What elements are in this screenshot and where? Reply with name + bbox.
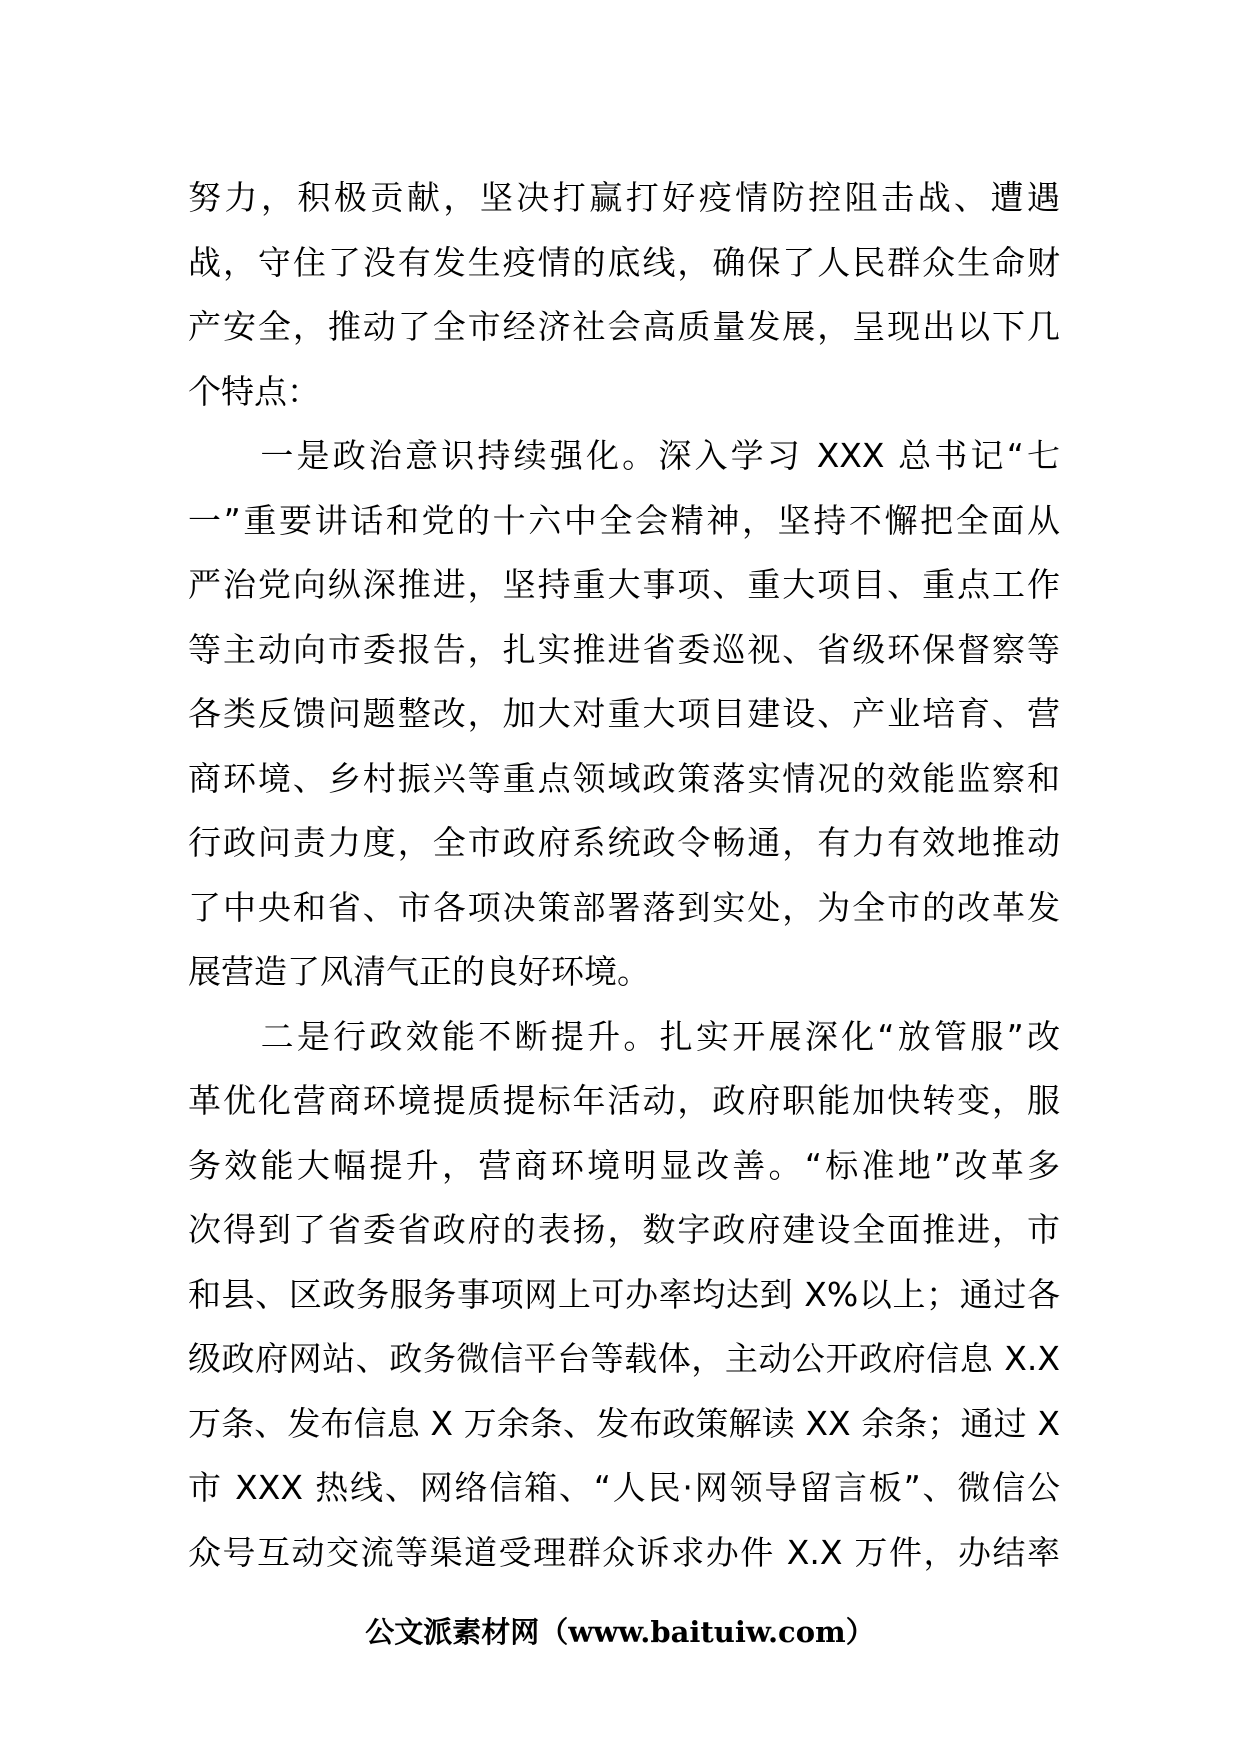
text-line-4: 个特点： [188, 371, 320, 411]
text-line-22: 众号互动交流等渠道受理群众诉求办件 X.X 万件，办结率 [188, 1532, 1060, 1572]
text-line-14: 二是行政效能不断提升。扎实开展深化“放管服”改 [188, 1016, 1060, 1056]
text-line-8: 等主动向市委报告，扎实推进省委巡视、省级环保督察等 [188, 629, 1060, 669]
text-line-3: 产安全，推动了全市经济社会高质量发展，呈现出以下几 [188, 307, 1060, 346]
document-body [188, 166, 1060, 1585]
text-line-1: 努力，积极贡献，坚决打赢打好疫情防控阻击战、遭遇 [188, 178, 1060, 217]
text-line-9: 各类反馈问题整改，加大对重大项目建设、产业培育、营 [188, 694, 1060, 733]
text-line-10: 商环境、乡村振兴等重点领域政策落实情况的效能监察和 [188, 758, 1060, 798]
page-footer: 公文派素材网（www.baituiw.com） [365, 1615, 875, 1649]
text-line-5: 一是政治意识持续强化。深入学习 XXX 总书记“七 [188, 436, 1060, 475]
text-line-19: 级政府网站、政务微信平台等载体，主动公开政府信息 X.X [188, 1339, 1060, 1378]
text-line-11: 行政问责力度，全市政府系统政令畅通，有力有效地推动 [188, 823, 1060, 862]
text-line-15: 革优化营商环境提质提标年活动，政府职能加快转变，服 [188, 1081, 1060, 1120]
text-line-13: 展营造了风清气正的良好环境。 [188, 952, 650, 991]
text-line-7: 严治党向纵深推进，坚持重大事项、重大项目、重点工作 [188, 565, 1060, 604]
text-line-2: 战，守住了没有发生疫情的底线，确保了人民群众生命财 [188, 242, 1060, 282]
text-line-17: 次得到了省委省政府的表扬，数字政府建设全面推进，市 [188, 1210, 1060, 1249]
text-line-6: 一”重要讲话和党的十六中全会精神，坚持不懈把全面从 [188, 500, 1060, 540]
text-line-21: 市 XXX 热线、网络信箱、“人民·网领导留言板”、微信公 [188, 1468, 1060, 1507]
text-line-16: 务效能大幅提升，营商环境明显改善。“标准地”改革多 [188, 1145, 1060, 1185]
text-line-20: 万条、发布信息 X 万余条、发布政策解读 XX 余条；通过 X [188, 1403, 1060, 1443]
text-line-18: 和县、区政务服务事项网上可办率均达到 X%以上；通过各 [188, 1274, 1060, 1314]
text-line-12: 了中央和省、市各项决策部署落到实处，为全市的改革发 [188, 887, 1060, 927]
